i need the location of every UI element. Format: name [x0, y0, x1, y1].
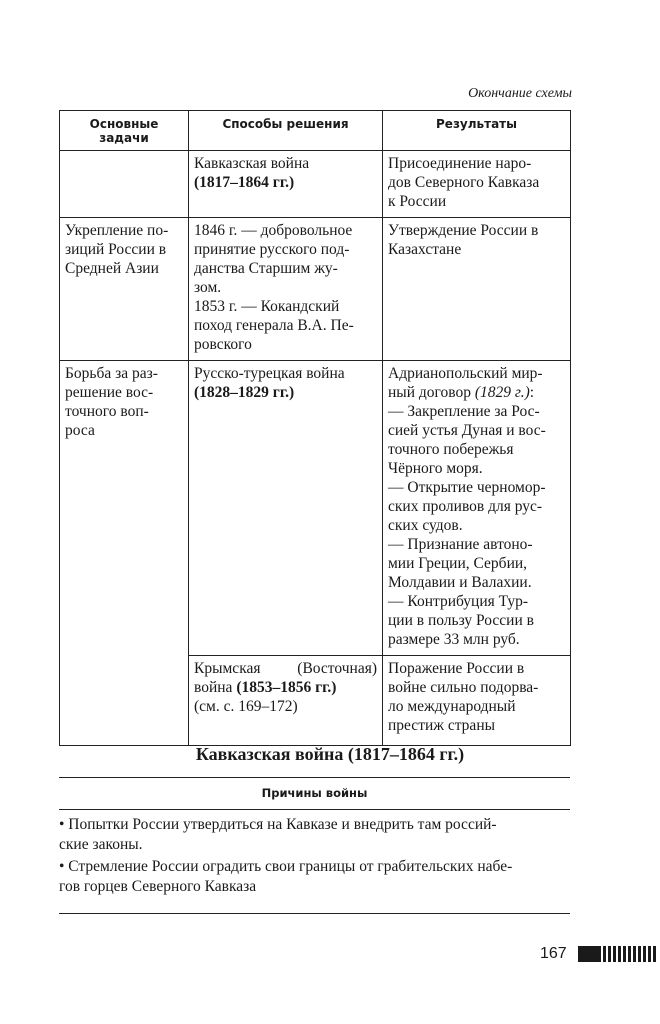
scheme-table [59, 110, 571, 746]
rule-bottom [59, 913, 570, 914]
result-line: — Открытие черномор- [388, 479, 546, 496]
method-line: принятие русского под- [194, 241, 350, 258]
result-line: Казахстане [388, 241, 462, 258]
method-line [194, 678, 377, 697]
result-line: войне сильно подорва- [388, 679, 539, 696]
cause-line: ские законы. [59, 836, 143, 853]
result-line: Молдавии и Валахии. [388, 574, 532, 591]
method-date: (1828–1829 гг.) [194, 384, 295, 401]
result-line: к России [388, 193, 447, 210]
header-results: Результаты [383, 111, 571, 151]
scheme-caption: Окончание схемы [468, 86, 572, 101]
method-line: данства Старшим жу- [194, 260, 338, 277]
methods-cell [189, 218, 383, 361]
result-line: ских проливов для рус- [388, 498, 543, 515]
result-line: размере 33 млн руб. [388, 631, 520, 648]
result-line: — Признание автоно- [388, 536, 533, 553]
section-title: Кавказская война (1817–1864 гг.) [195, 744, 465, 764]
header-methods: Способы решения [189, 111, 383, 151]
cause-line: гов горцев Северного Кавказа [59, 878, 257, 895]
header-tasks: Основные задачи [60, 111, 189, 151]
cause-line: • Попытки России утвердиться на Кавказе и внедрить там россий- [59, 816, 497, 833]
result-line: престиж страны [388, 717, 496, 734]
results-cell [383, 656, 571, 746]
rule-top [59, 777, 570, 778]
task-line: зиций России в [65, 241, 167, 258]
task-line: Укрепление по- [65, 222, 169, 239]
page-edge-marker-solid [578, 946, 600, 962]
task-cell [60, 361, 189, 746]
result-line: Присоединение наро- [388, 155, 532, 172]
task-line: Средней Азии [65, 260, 159, 277]
list-item [59, 857, 574, 897]
table-row [60, 361, 571, 656]
result-line: — Закрепление за Рос- [388, 403, 540, 420]
method-line: Крымская (Восточная) [194, 660, 377, 677]
method-line: 1846 г. — добровольное [194, 222, 353, 239]
method-line: 1853 г. — Кокандский [194, 298, 340, 315]
method-date: (1817–1864 гг.) [194, 174, 295, 191]
result-line: ции в пользу России в [388, 612, 534, 629]
task-cell [60, 151, 189, 218]
causes-header: Причины войны [261, 786, 368, 800]
method-text: Кавказская война [194, 155, 310, 172]
page-number: 167 [540, 945, 567, 962]
result-line: — Контрибуция Тур- [388, 593, 528, 610]
methods-cell [189, 656, 383, 746]
cause-line: • Стремление России оградить свои границы от грабительских набе- [59, 858, 513, 875]
result-line: Адрианопольский мир- [388, 365, 543, 382]
method-line: ровского [194, 336, 252, 353]
task-line: роса [65, 422, 95, 439]
results-cell [383, 361, 571, 656]
result-line: Чёрного моря. [388, 460, 483, 477]
task-line: точного воп- [65, 403, 149, 420]
list-item [59, 815, 574, 855]
task-line: решение вос- [65, 384, 154, 401]
rule-mid [59, 809, 570, 810]
treaty-text: ный договор [388, 384, 471, 401]
task-cell [60, 218, 189, 361]
result-line: точного побережья [388, 441, 514, 458]
table-row [60, 151, 571, 218]
table-header-row [60, 111, 571, 151]
method-text: война [194, 679, 233, 696]
causes-list [59, 815, 574, 899]
method-line: зом. [194, 279, 222, 296]
result-line: Утверждение России в [388, 222, 539, 239]
method-line: (см. с. 169–172) [194, 698, 298, 715]
result-line: ный договор (1829 г.): [388, 384, 535, 401]
method-date: (1853–1856 гг.) [236, 679, 337, 696]
method-line: поход генерала В.А. Пе- [194, 317, 354, 334]
task-line: Борьба за раз- [65, 365, 158, 382]
treaty-date: (1829 г.) [474, 384, 530, 401]
result-line: ло международный [388, 698, 516, 715]
results-cell [383, 218, 571, 361]
result-line: ских судов. [388, 517, 463, 534]
result-line: дов Северного Кавказа [388, 174, 540, 191]
result-line: Поражение России в [388, 660, 525, 677]
method-text: Русско-турецкая война [194, 365, 345, 382]
methods-cell [189, 361, 383, 656]
result-line: сией устья Дуная и вос- [388, 422, 546, 439]
table-row [60, 218, 571, 361]
methods-cell [189, 151, 383, 218]
result-line: мии Греции, Сербии, [388, 555, 528, 572]
results-cell [383, 151, 571, 218]
